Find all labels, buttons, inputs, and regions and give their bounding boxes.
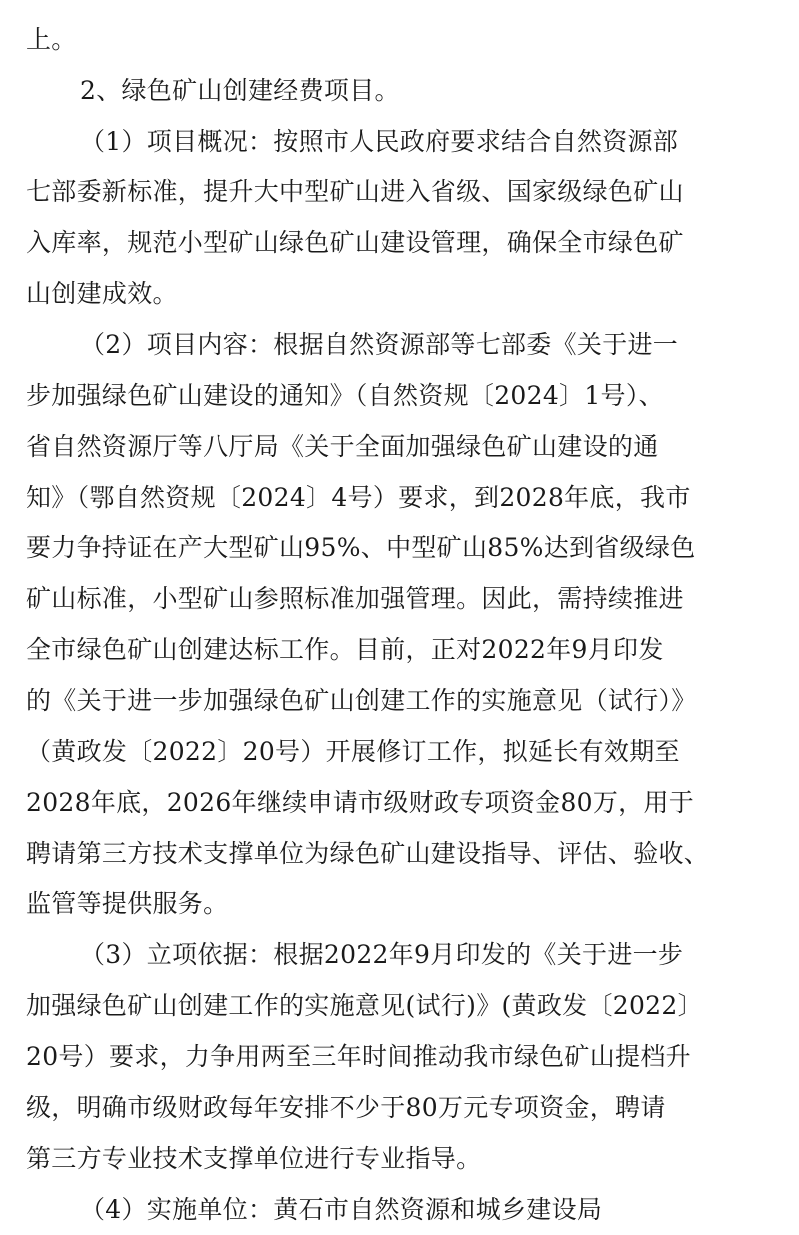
paragraph-line: 入库率，规范小型矿山绿色矿山建设管理，确保全市绿色矿 — [26, 228, 684, 257]
paragraph-line: 知》（鄂自然资规〔2024〕4号）要求，到2028年底，我市 — [26, 483, 691, 512]
paragraph-line: 省自然资源厅等八厅局《关于全面加强绿色矿山建设的通 — [26, 432, 659, 461]
paragraph-line: （黄政发〔2022〕20号）开展修订工作，拟延长有效期至 — [26, 737, 680, 766]
paragraph-line: 第三方专业技术支撑单位进行专业指导。 — [26, 1144, 482, 1173]
text-line: 上。 — [26, 25, 77, 54]
paragraph-line: 全市绿色矿山创建达标工作。目前，正对2022年9月印发 — [26, 635, 664, 664]
paragraph-line: 七部委新标准，提升大中型矿山进入省级、国家级绿色矿山 — [26, 177, 684, 206]
paragraph-line: 20号）要求，力争用两至三年时间推动我市绿色矿山提档升 — [26, 1042, 691, 1071]
paragraph-line: （2）项目内容：根据自然资源部等七部委《关于进一 — [80, 330, 679, 359]
paragraph-line: （1）项目概况：按照市人民政府要求结合自然资源部 — [80, 127, 679, 156]
paragraph-line: 级，明确市级财政每年安排不少于80万元专项资金，聘请 — [26, 1093, 666, 1122]
paragraph-line: （3）立项依据：根据2022年9月印发的《关于进一步 — [80, 940, 684, 969]
paragraph-line: 监管等提供服务。 — [26, 889, 229, 918]
paragraph-line: 要力争持证在产大型矿山95%、中型矿山85%达到省级绿色 — [26, 533, 696, 562]
paragraph-line: 加强绿色矿山创建工作的实施意见(试行)》(黄政发〔2022〕 — [26, 991, 703, 1020]
paragraph-line: 步加强绿色矿山建设的通知》（自然资规〔2024〕1号）、 — [26, 381, 664, 410]
paragraph-line: 2028年底，2026年继续申请市级财政专项资金80万，用于 — [26, 788, 695, 817]
paragraph-line: 山创建成效。 — [26, 279, 178, 308]
paragraph-line: 矿山标准，小型矿山参照标准加强管理。因此，需持续推进 — [26, 584, 684, 613]
section-heading: 2、绿色矿山创建经费项目。 — [80, 76, 400, 105]
paragraph-line: 聘请第三方技术支撑单位为绿色矿山建设指导、评估、验收、 — [26, 839, 710, 868]
paragraph-line: （4）实施单位：黄石市自然资源和城乡建设局 — [80, 1195, 603, 1224]
paragraph-line: 的《关于进一步加强绿色矿山创建工作的实施意见（试行）》 — [26, 686, 697, 715]
